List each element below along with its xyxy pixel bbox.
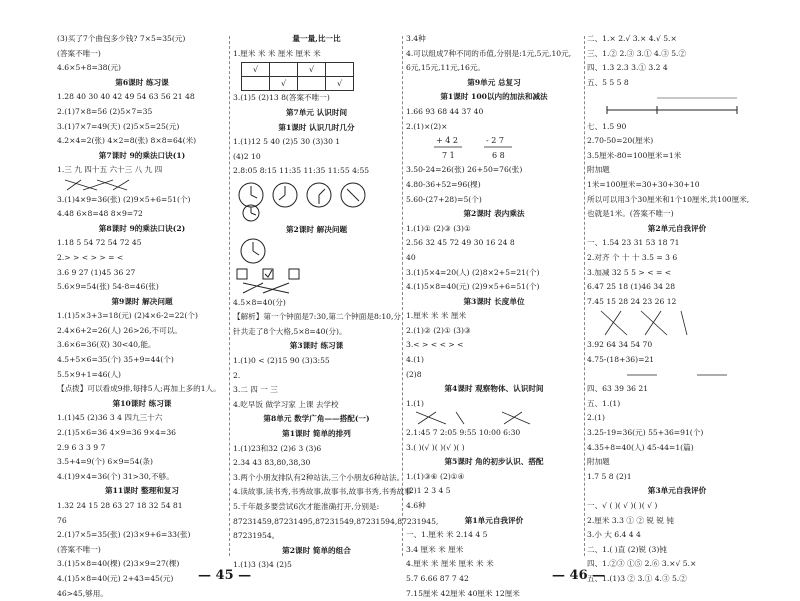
text-line: 1.(1) [406, 398, 425, 408]
check-table: √ √ √ √ [233, 62, 400, 91]
text-line: 4.35+8=40(人) 45-44=1(篇) [587, 442, 694, 452]
svg-text:- 2 7: - 2 7 [486, 136, 504, 146]
text-line: 3.(1)5×4=20(人) (2)8×2+5=21(个) [406, 267, 540, 277]
text-line: 4.2×4=2(张) 4×2=8(张) 8×8=64(米) [57, 136, 197, 146]
lesson-heading: 第1课时 100以内的加法和减法 [440, 92, 548, 102]
unit-heading: 第9单元 总复习 [467, 77, 521, 87]
text-line: 3.(1)7×7=49(天) (2)5×5=25(元) [57, 121, 180, 131]
text-line: 2.70-50=20(厘米) [587, 136, 654, 146]
text-line: 5.60-(27+28)=5(个) [406, 194, 482, 204]
choice-boxes [233, 267, 400, 296]
lesson-heading: 第4课时 观察物体、认识时间 [444, 384, 544, 394]
hint-line: 【点拨】可以看成9排,每排5人;再加上多的1人。 [57, 384, 221, 394]
text-line: (答案不唯一) [57, 48, 101, 58]
text-line: 针共走了8个大格,5×8=40(分)。 [233, 326, 347, 336]
text-line: 也就是1米。(答案不唯一) [587, 209, 674, 219]
text-line: 2.8:05 8:15 11:35 11:35 11:55 4:55 [233, 166, 370, 176]
hint-line: 【解析】第一个钟面是7:30,第二个钟面是8:10,分 [233, 312, 402, 322]
text-line: 4.48 6×8=48 8×9=72 [57, 209, 143, 219]
vertical-arithmetic [587, 368, 767, 383]
text-line: 3.< > < < > < [406, 340, 464, 350]
text-line: 5.6×9=54(张) 54-8=46(张) [57, 282, 159, 292]
text-line: 1.18 5 54 72 54 72 45 [57, 238, 142, 248]
text-line: 一、1.厘米 米 2.14 4 5 [406, 530, 488, 540]
lesson-heading: 第3课时 长度单位 [463, 296, 525, 306]
text-line: 6.47 25 18 (1)46 34 28 [587, 282, 676, 292]
text-line: 4.(1)5×8=40(元) 2+43=45(元) [57, 573, 174, 583]
text-line: 1.三 九 四十五 六十三 八 九 四 [57, 165, 163, 175]
text-line: 4.(1) [406, 355, 425, 365]
text-line: 7.45 15 28 24 23 26 12 [587, 296, 677, 306]
text-line: 一、1.54 23 31 53 18 71 [587, 238, 680, 248]
text-line: 3.二 四 一 三 [233, 385, 278, 395]
text-line: 6元,15元,11元,16元。 [406, 63, 486, 73]
text-line: 五、1.(1)3 ② 3.① 4.③ 5.② [587, 573, 687, 583]
text-line: 87231954。 [233, 531, 280, 541]
column-divider [229, 36, 230, 556]
text-line: 1.32 24 15 28 63 27 18 32 54 81 [57, 501, 183, 510]
text-line: 4.读故事,读书秀,书秀故事,故事书,故事书秀,书秀故事 [233, 487, 412, 497]
column-1 [57, 32, 227, 601]
section-heading: 第2单元自我评价 [647, 223, 707, 233]
text-line: 3.5厘米-80=100厘米=1米 [587, 150, 682, 160]
text-line: 4.(1)5×8=40(元) (2)9×5+6=51(个) [406, 282, 540, 292]
text-line: 3.( )(√ )( )(√ )( ) [406, 442, 465, 452]
text-line: 3.6×6=36(双) 30<40,能。 [57, 340, 156, 350]
text-line: 7.15厘米 42厘米 40厘米 12厘米 [406, 588, 520, 598]
text-line: 5.7 6.66 87 7 42 [406, 573, 469, 583]
text-line: 2. [233, 370, 241, 380]
text-line: 2.(1)5×6=36 4×9=36 9×4=36 [57, 428, 176, 438]
text-line: 2.34 43 83,80,38,30 [233, 458, 311, 468]
text-line: 4.6种 [406, 501, 426, 510]
lesson-heading: 第9课时 解决问题 [111, 296, 173, 306]
svg-text:7 1: 7 1 [442, 151, 455, 161]
text-line: 3.50-24=26(张) 26+50=76(张) [406, 165, 523, 175]
text-line: 4.吃早饭 做学习家 上课 去学校 [233, 399, 339, 409]
text-line: 3.(1)5×8=40(棵) (2)3×9=27(棵) [57, 559, 180, 569]
text-line: 46>45,够用。 [57, 588, 108, 598]
text-line: 1.厘米 米 米 厘米 [406, 311, 467, 321]
svg-text:6 8: 6 8 [492, 151, 505, 161]
text-line: 三、1.② 2.③ 3.① 4.③ 5.② [587, 48, 687, 58]
text-line: 2.(1) [587, 413, 606, 423]
lesson-heading: 第3课时 练习课 [289, 341, 344, 351]
text-line: 76 [57, 515, 67, 525]
lesson-heading: 第5课时 角的初步认识、搭配 [444, 457, 544, 467]
lesson-heading: 第7课时 9的乘法口诀(1) [98, 150, 186, 160]
text-line: 4.(1)9×4=36(个) 31>30,不够。 [57, 471, 174, 481]
section-heading: 第1单元自我评价 [464, 515, 524, 525]
text-line: 五、5 5 5 8 [587, 77, 629, 87]
text-line: 一、√ ( )( √ )( )( √ ) [587, 501, 658, 510]
text-line: 1.(1)① (2)③ (3)① [406, 223, 471, 233]
text-line: 3.92 64 34 54 70 [587, 340, 653, 350]
text-line: 4.5+5×6=35(个) 35+9=44(个) [57, 355, 174, 365]
text-line: 2.厘米 3.3 ① ② 锐 锐 钝 [587, 515, 674, 525]
text-line: 4.75-(18+36)=21 [587, 355, 655, 365]
text-line: 1.厘米 米 米 厘米 厘米 米 [233, 48, 321, 58]
text-line: 87231459,87231495,87231549,87231594,87231945, [233, 516, 439, 526]
text-line: 3.5+4=9(个) 6×9=54(条) [57, 457, 153, 467]
lesson-heading: 第1课时 简单的排列 [282, 429, 351, 439]
text-line: 4.可以组成7种不同的币值,分别是:1元,5元,10元, [406, 48, 572, 58]
text-line: 2.(1)② (2)① (3)③ [406, 325, 471, 335]
text-line: 1.66 93 68 44 37 40 [406, 106, 484, 116]
text-line: (2)1 2 3 4 5 [406, 486, 451, 496]
text-line: 四、1.②③ ①⑤ 2.⑥ 3.×√ 5.× [587, 559, 697, 569]
text-line: (4)2 10 [233, 151, 261, 161]
text-line: 2.4×6+2=26(人) 26>26,不可以。 [57, 325, 182, 335]
lesson-heading: 第2课时 解决问题 [285, 224, 348, 234]
text-line: 1.(1)5×3+3=18(元) (2)4×6-2=22(个) [57, 311, 198, 321]
text-line: 所以可以用3个30厘米和1个10厘米,共100厘米, [587, 194, 750, 204]
text-line: 5.5×9+1=46(人) [57, 369, 122, 379]
text-line: 1.(1)45 (2)36 3 4 四九三十六 [57, 413, 163, 423]
text-line: 五、1.(1) [587, 398, 621, 408]
text-line: 1.(1)3 (3)4 (2)5 [233, 560, 292, 570]
page-number-right: — 46 — [552, 568, 606, 583]
text-line: 2.1:45 7 2:05 9:55 10:00 6:30 [406, 428, 521, 438]
lesson-heading: 量一量,比一比 [292, 34, 341, 43]
lesson-heading: 第11课时 整理和复习 [105, 486, 179, 496]
lesson-heading: 第1课时 认识几时几分 [278, 122, 355, 132]
text-line: 4.厘米 米 厘米 厘米 米 米 [406, 559, 494, 569]
text-line: 3.小 大 6.4 4 4 [587, 530, 641, 540]
matching-diagram [57, 178, 227, 193]
column-4 [587, 32, 767, 587]
text-line: 3.加减 32 5 5 > < = < [587, 267, 672, 277]
text-line: 二、1.× 2.√ 3.× 4.√ 5.× [587, 34, 677, 43]
clock-figure [233, 237, 400, 266]
text-line: 3.6 9 27 (1)45 36 27 [57, 267, 136, 277]
lesson-heading: 第10课时 练习课 [112, 398, 172, 408]
text-line: 2.(1)×(2)× [406, 121, 448, 131]
unit-heading: 第8单元 数学广角——搭配(一) [263, 414, 370, 424]
text-line: 七、1.5 90 [587, 121, 627, 131]
unit-heading: 第7单元 认识时间 [285, 107, 348, 117]
text-line: 3.(1)5 (2)13 8(答案不唯一) [233, 93, 330, 103]
text-line: 2.> > < > > = < [57, 252, 124, 262]
text-line: 5.千年最多要尝试6次才能准确打开,分别是: [233, 502, 380, 512]
lesson-heading: 第6课时 练习课 [115, 77, 169, 87]
text-line: 2.9 6 3 3 9 7 [57, 442, 106, 452]
text-line: 四、1.3 2.3 3.① 3.2 4 [587, 63, 668, 73]
matching-diagram [406, 411, 582, 426]
text-line: 四、63 39 36 21 [587, 384, 649, 394]
text-line: 1.28 40 30 40 42 49 54 63 56 21 48 [57, 92, 195, 102]
lesson-heading: 第2课时 表内乘法 [463, 209, 525, 219]
text-line: 1.(1)0 < (2)15 90 (3)3:55 [233, 356, 330, 366]
page-number-left: — 45 — [198, 568, 252, 583]
text-line: 2.(1)7×8=56 (2)5×7=35 [57, 106, 153, 116]
text-line: 3.两个小朋友排队有2种站法,三个小朋友6种站法。 [233, 472, 405, 482]
column-divider [584, 36, 585, 556]
text-line: 二、1.( )直 (2)锐 (3)钝 [587, 544, 667, 554]
text-line: 2.56 32 45 72 49 30 16 24 8 [406, 238, 515, 248]
text-line: 4.80-36+52=96(棵) [406, 179, 481, 189]
text-line: 3.4 厘米 米 厘米 [406, 544, 464, 554]
text-line: 2.(1)7×5=35(张) (2)3×9+6=33(张) [57, 530, 191, 540]
text-line: 3.25-19=36(元) 55+36=91(个) [587, 428, 704, 438]
text-line: 3.4种 [406, 34, 426, 43]
text-line: (2)8 [406, 369, 422, 379]
text-line: 1米=100厘米=30+30+30+10 [587, 179, 700, 189]
vertical-arithmetic [406, 134, 582, 163]
text-line: 4.6×5+8=38(元) [57, 63, 122, 73]
column-3 [406, 32, 582, 601]
text-line: 1.7 5 8 (2)1 [587, 471, 632, 481]
section-label: 附加题 [587, 457, 610, 467]
text-line: 3.(1)4×9=36(张) (2)9×5+6=51(个) [57, 194, 191, 204]
text-line: 1.(1)23和32 (2)6 3 (3)6 [233, 443, 322, 453]
text-line: (答案不唯一) [57, 544, 101, 554]
section-label: 附加题 [587, 165, 610, 175]
segment-diagram [587, 90, 767, 119]
text-line: 40 [406, 252, 416, 262]
matching-diagram [587, 309, 767, 338]
text-line: 1.(1)12 5 40 (2)5 30 (3)30 1 [233, 137, 341, 147]
text-line: 1.(1)③⑥ (2)①④ [406, 471, 465, 481]
lesson-heading: 第8课时 9的乘法口诀(2) [98, 223, 186, 233]
clock-row [233, 179, 400, 223]
svg-text:+ 4 2: + 4 2 [436, 136, 458, 146]
text-line: 4.5×8=40(分) [233, 297, 286, 307]
text-line: (3)买了7个曲包多少钱? 7×5=35(元) [57, 34, 186, 43]
section-heading: 第3单元自我评价 [647, 486, 707, 496]
text-line: 2.对齐 个 十 十 3.5 = 3 6 [587, 252, 678, 262]
lesson-heading: 第2课时 简单的组合 [282, 545, 351, 555]
